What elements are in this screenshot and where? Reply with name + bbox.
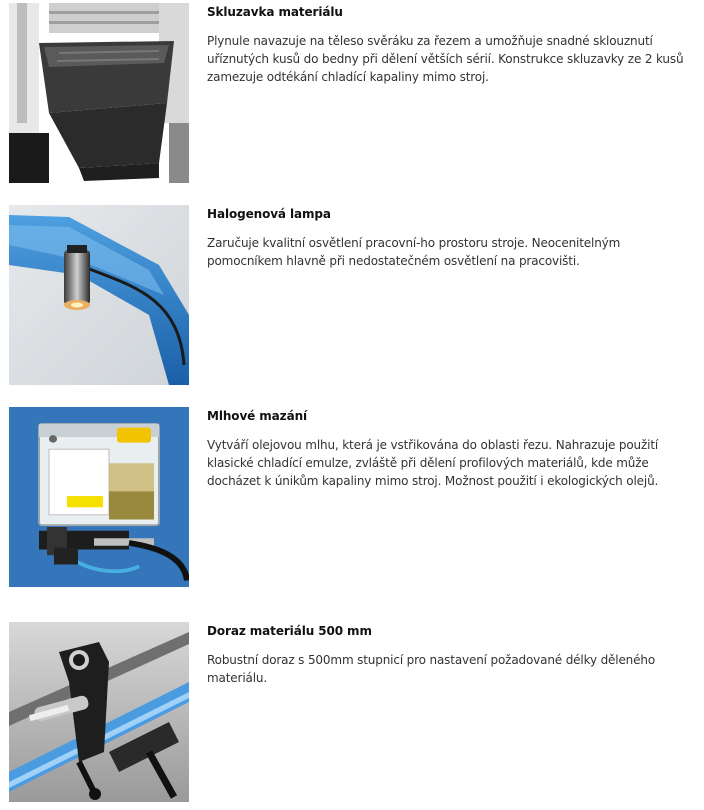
feature-item-chute: [9, 3, 699, 183]
halogen-lamp-photo: [9, 205, 189, 385]
feature-item-lamp: [9, 205, 699, 385]
feature-item-stop: [9, 622, 699, 802]
feature-title: Doraz materiálu 500 mm: [207, 624, 372, 638]
feature-description: Robustní doraz s 500mm stupnicí pro nastavení požadované délky děleného materiálu.: [207, 653, 656, 685]
material-stop-image: [9, 622, 189, 802]
feature-title: Mlhové mazání: [207, 409, 308, 423]
feature-description: Zaručuje kvalitní osvětlení pracovní-ho prostoru stroje. Neocenitelným pomocníkem hlavně při nedostatečném osvětlení na pracovišti.: [207, 236, 621, 268]
feature-title: Skluzavka materiálu: [207, 5, 343, 19]
feature-description: Plynule navazuje na těleso svěráku za řezem a umožňuje snadné sklouznutí uříznutých kusů do bedny při dělení větších sérií. Konstrukce skluzavky ze 2 kusů zamezuje odtékání chladící kapaliny mimo stroj.: [207, 34, 684, 84]
material-chute-image: [9, 3, 189, 183]
feature-description: Vytváří olejovou mlhu, která je vstřikována do oblasti řezu. Nahrazuje použití klasické chladící emulze, zvláště při dělení profilových materiálů, kde může docházet k únikům kapaliny mimo stroj. Možnost použití i ekologických olejů.: [207, 438, 659, 488]
feature-title: Halogenová lampa: [207, 207, 331, 221]
mist-lubrication-image: [9, 407, 189, 587]
material-stop-photo: [9, 622, 189, 802]
feature-item-mist: [9, 407, 699, 587]
halogen-lamp-image: [9, 205, 189, 385]
material-chute-photo: [9, 3, 189, 183]
mist-lubrication-photo: [9, 407, 189, 587]
